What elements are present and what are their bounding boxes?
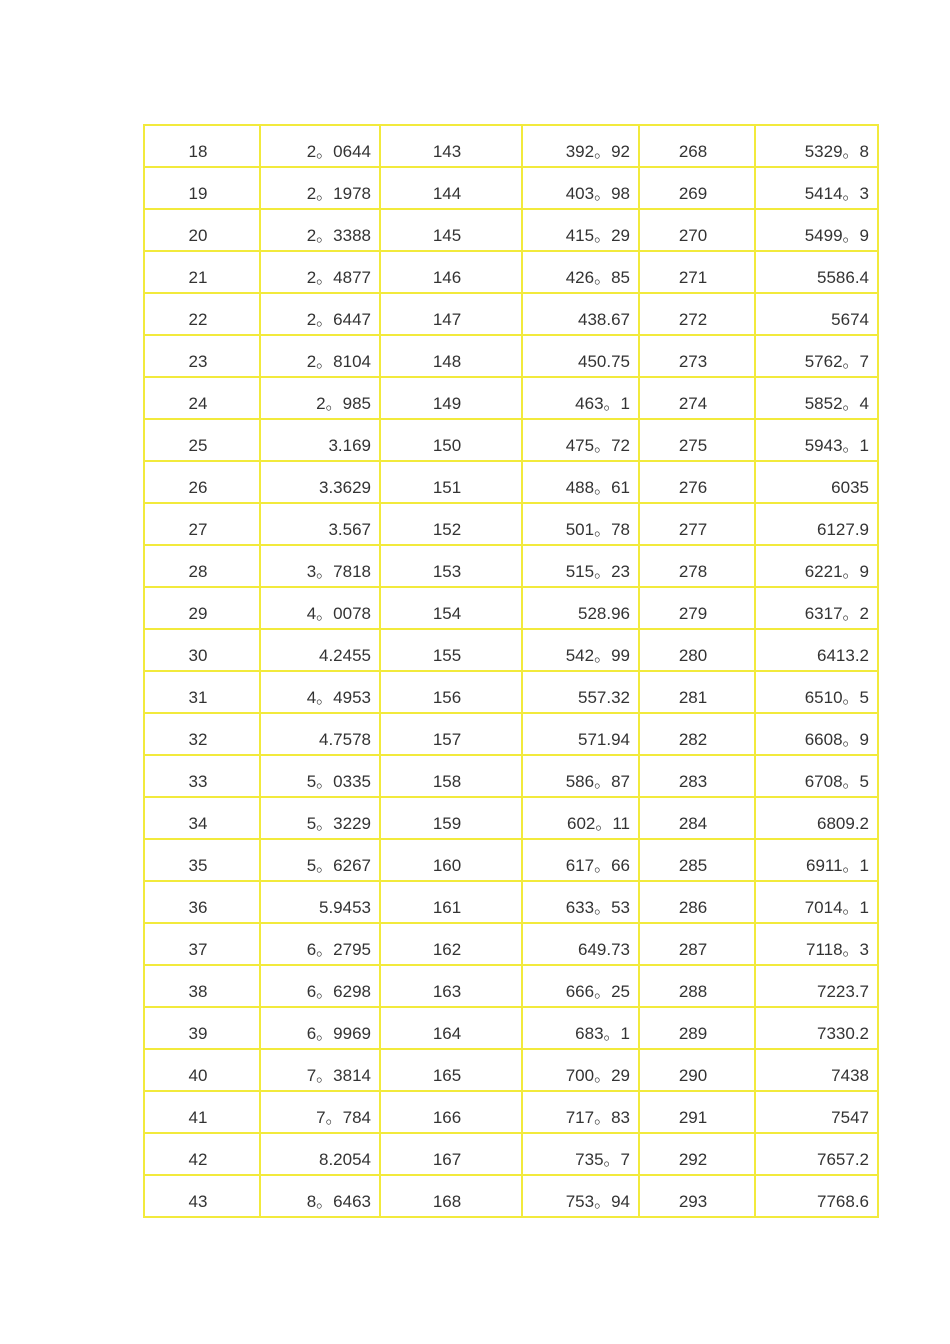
table-row	[144, 251, 878, 293]
cell-value-c: 6413.2	[755, 629, 878, 671]
cell-index-c: 277	[639, 503, 755, 545]
cell-index-c: 275	[639, 419, 755, 461]
cell-index-c: 284	[639, 797, 755, 839]
cell-index-b: 152	[380, 503, 522, 545]
cell-value-c: 7657.2	[755, 1133, 878, 1175]
cell-value-b: 666。25	[522, 965, 639, 1007]
cell-index-b: 156	[380, 671, 522, 713]
cell-value-b: 403。98	[522, 167, 639, 209]
table-row	[144, 839, 878, 881]
cell-value-a: 6。2795	[260, 923, 380, 965]
cell-index-b: 143	[380, 125, 522, 167]
cell-value-c: 7438	[755, 1049, 878, 1091]
cell-value-c: 6911。1	[755, 839, 878, 881]
cell-index-a: 43	[144, 1175, 260, 1217]
cell-value-b: 571.94	[522, 713, 639, 755]
cell-index-a: 31	[144, 671, 260, 713]
cell-index-c: 289	[639, 1007, 755, 1049]
cell-value-c: 5414。3	[755, 167, 878, 209]
cell-index-b: 149	[380, 377, 522, 419]
cell-value-b: 683。1	[522, 1007, 639, 1049]
cell-index-b: 167	[380, 1133, 522, 1175]
cell-value-c: 7014。1	[755, 881, 878, 923]
cell-index-c: 274	[639, 377, 755, 419]
cell-index-b: 153	[380, 545, 522, 587]
cell-value-c: 6708。5	[755, 755, 878, 797]
cell-value-a: 6。6298	[260, 965, 380, 1007]
cell-value-b: 542。99	[522, 629, 639, 671]
cell-index-b: 146	[380, 251, 522, 293]
cell-value-b: 557.32	[522, 671, 639, 713]
cell-value-c: 6035	[755, 461, 878, 503]
cell-value-b: 463。1	[522, 377, 639, 419]
table-row	[144, 629, 878, 671]
cell-value-a: 2。8104	[260, 335, 380, 377]
cell-value-a: 4。4953	[260, 671, 380, 713]
cell-index-c: 268	[639, 125, 755, 167]
table-row	[144, 671, 878, 713]
cell-index-b: 148	[380, 335, 522, 377]
cell-value-c: 7118。3	[755, 923, 878, 965]
cell-index-a: 37	[144, 923, 260, 965]
cell-value-c: 5762。7	[755, 335, 878, 377]
cell-value-c: 5943。1	[755, 419, 878, 461]
cell-index-a: 19	[144, 167, 260, 209]
cell-index-c: 285	[639, 839, 755, 881]
cell-index-c: 270	[639, 209, 755, 251]
cell-value-b: 735。7	[522, 1133, 639, 1175]
cell-index-b: 157	[380, 713, 522, 755]
cell-value-b: 717。83	[522, 1091, 639, 1133]
cell-index-a: 42	[144, 1133, 260, 1175]
table-row	[144, 335, 878, 377]
cell-index-a: 36	[144, 881, 260, 923]
cell-index-c: 276	[639, 461, 755, 503]
table-row	[144, 1007, 878, 1049]
cell-value-c: 5852。4	[755, 377, 878, 419]
table-row	[144, 965, 878, 1007]
cell-index-a: 40	[144, 1049, 260, 1091]
cell-index-c: 283	[639, 755, 755, 797]
cell-index-a: 39	[144, 1007, 260, 1049]
cell-value-a: 8。6463	[260, 1175, 380, 1217]
cell-value-a: 2。1978	[260, 167, 380, 209]
table-row	[144, 1049, 878, 1091]
cell-value-a: 4.7578	[260, 713, 380, 755]
cell-value-c: 5329。8	[755, 125, 878, 167]
cell-index-c: 282	[639, 713, 755, 755]
cell-value-b: 488。61	[522, 461, 639, 503]
cell-index-c: 287	[639, 923, 755, 965]
table-row	[144, 923, 878, 965]
cell-index-c: 272	[639, 293, 755, 335]
table-row	[144, 293, 878, 335]
cell-value-c: 5674	[755, 293, 878, 335]
table-body	[144, 125, 878, 1217]
cell-index-b: 150	[380, 419, 522, 461]
cell-value-a: 2。0644	[260, 125, 380, 167]
table-row	[144, 797, 878, 839]
cell-value-b: 438.67	[522, 293, 639, 335]
cell-index-a: 34	[144, 797, 260, 839]
cell-index-b: 145	[380, 209, 522, 251]
cell-value-b: 475。72	[522, 419, 639, 461]
cell-value-a: 2。6447	[260, 293, 380, 335]
cell-index-b: 161	[380, 881, 522, 923]
cell-index-b: 163	[380, 965, 522, 1007]
cell-index-b: 164	[380, 1007, 522, 1049]
cell-value-b: 501。78	[522, 503, 639, 545]
cell-value-a: 2。985	[260, 377, 380, 419]
cell-index-a: 30	[144, 629, 260, 671]
cell-index-c: 281	[639, 671, 755, 713]
cell-value-b: 649.73	[522, 923, 639, 965]
table-row	[144, 419, 878, 461]
table-row	[144, 377, 878, 419]
cell-index-a: 33	[144, 755, 260, 797]
cell-value-c: 7547	[755, 1091, 878, 1133]
cell-index-a: 22	[144, 293, 260, 335]
cell-index-a: 26	[144, 461, 260, 503]
cell-value-b: 426。85	[522, 251, 639, 293]
data-table	[143, 124, 879, 1218]
cell-index-a: 25	[144, 419, 260, 461]
cell-index-b: 162	[380, 923, 522, 965]
cell-value-b: 700。29	[522, 1049, 639, 1091]
cell-value-b: 633。53	[522, 881, 639, 923]
cell-value-a: 3.169	[260, 419, 380, 461]
cell-index-a: 35	[144, 839, 260, 881]
cell-index-b: 155	[380, 629, 522, 671]
cell-value-a: 3.3629	[260, 461, 380, 503]
cell-value-c: 6127.9	[755, 503, 878, 545]
table-row	[144, 167, 878, 209]
cell-index-c: 278	[639, 545, 755, 587]
cell-value-c: 6809.2	[755, 797, 878, 839]
cell-value-c: 5499。9	[755, 209, 878, 251]
cell-index-b: 154	[380, 587, 522, 629]
table-row	[144, 881, 878, 923]
cell-value-b: 602。11	[522, 797, 639, 839]
cell-index-b: 147	[380, 293, 522, 335]
cell-value-a: 3。7818	[260, 545, 380, 587]
cell-value-a: 4.2455	[260, 629, 380, 671]
cell-index-c: 280	[639, 629, 755, 671]
cell-value-c: 6317。2	[755, 587, 878, 629]
cell-index-b: 166	[380, 1091, 522, 1133]
table-row	[144, 461, 878, 503]
cell-index-b: 158	[380, 755, 522, 797]
cell-index-a: 32	[144, 713, 260, 755]
cell-value-a: 5。3229	[260, 797, 380, 839]
cell-value-a: 4。0078	[260, 587, 380, 629]
cell-index-b: 168	[380, 1175, 522, 1217]
cell-index-a: 29	[144, 587, 260, 629]
cell-value-a: 2。4877	[260, 251, 380, 293]
cell-index-a: 21	[144, 251, 260, 293]
cell-index-a: 38	[144, 965, 260, 1007]
cell-index-b: 151	[380, 461, 522, 503]
cell-value-c: 6608。9	[755, 713, 878, 755]
cell-value-a: 6。9969	[260, 1007, 380, 1049]
cell-index-b: 159	[380, 797, 522, 839]
cell-index-c: 286	[639, 881, 755, 923]
cell-value-b: 450.75	[522, 335, 639, 377]
cell-value-a: 8.2054	[260, 1133, 380, 1175]
cell-value-c: 7768.6	[755, 1175, 878, 1217]
cell-index-a: 41	[144, 1091, 260, 1133]
cell-value-b: 528.96	[522, 587, 639, 629]
cell-value-a: 2。3388	[260, 209, 380, 251]
cell-index-c: 293	[639, 1175, 755, 1217]
cell-value-b: 515。23	[522, 545, 639, 587]
cell-value-b: 617。66	[522, 839, 639, 881]
cell-value-b: 415。29	[522, 209, 639, 251]
table-row	[144, 587, 878, 629]
cell-index-c: 290	[639, 1049, 755, 1091]
table-row	[144, 1133, 878, 1175]
cell-value-b: 586。87	[522, 755, 639, 797]
cell-value-a: 7。3814	[260, 1049, 380, 1091]
cell-value-c: 7330.2	[755, 1007, 878, 1049]
table-row	[144, 545, 878, 587]
cell-value-b: 753。94	[522, 1175, 639, 1217]
table-row	[144, 755, 878, 797]
table-row	[144, 209, 878, 251]
cell-index-b: 144	[380, 167, 522, 209]
cell-value-a: 3.567	[260, 503, 380, 545]
cell-value-b: 392。92	[522, 125, 639, 167]
table-row	[144, 1175, 878, 1217]
cell-value-c: 7223.7	[755, 965, 878, 1007]
table-row	[144, 125, 878, 167]
cell-index-c: 271	[639, 251, 755, 293]
cell-value-c: 6221。9	[755, 545, 878, 587]
cell-index-c: 291	[639, 1091, 755, 1133]
cell-index-c: 288	[639, 965, 755, 1007]
cell-value-c: 6510。5	[755, 671, 878, 713]
cell-value-a: 5。6267	[260, 839, 380, 881]
cell-value-a: 5.9453	[260, 881, 380, 923]
cell-index-a: 18	[144, 125, 260, 167]
table-row	[144, 1091, 878, 1133]
cell-index-c: 292	[639, 1133, 755, 1175]
table-row	[144, 503, 878, 545]
cell-index-b: 160	[380, 839, 522, 881]
cell-index-c: 279	[639, 587, 755, 629]
cell-index-a: 27	[144, 503, 260, 545]
cell-index-a: 28	[144, 545, 260, 587]
cell-index-b: 165	[380, 1049, 522, 1091]
cell-value-a: 7。784	[260, 1091, 380, 1133]
cell-index-a: 24	[144, 377, 260, 419]
cell-index-c: 273	[639, 335, 755, 377]
cell-index-c: 269	[639, 167, 755, 209]
cell-index-a: 23	[144, 335, 260, 377]
cell-value-a: 5。0335	[260, 755, 380, 797]
cell-index-a: 20	[144, 209, 260, 251]
table-row	[144, 713, 878, 755]
cell-value-c: 5586.4	[755, 251, 878, 293]
